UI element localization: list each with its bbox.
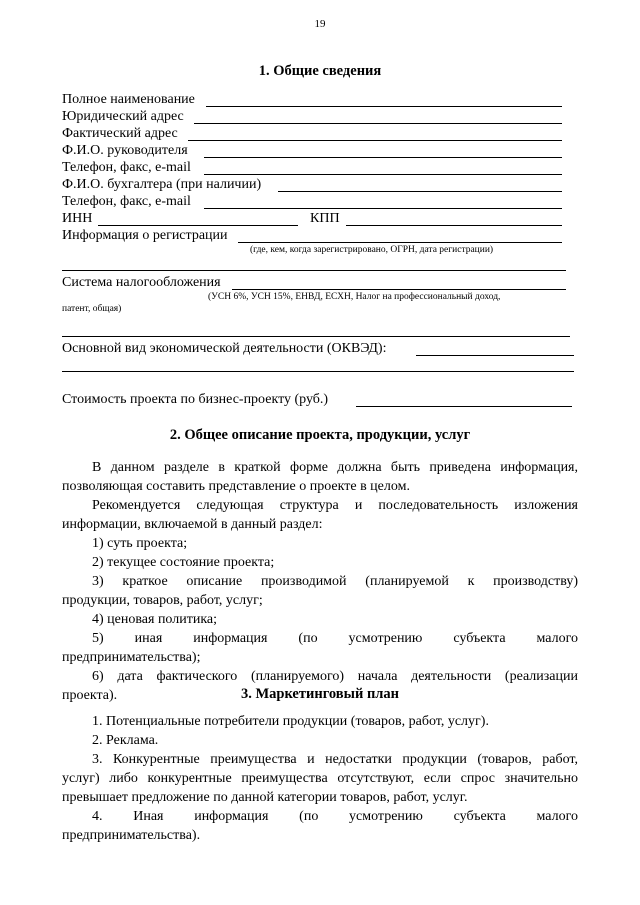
cost-label: Стоимость проекта по бизнес-проекту (руб.) [62,392,329,407]
phone1-line [204,174,562,175]
okved-extra-line [62,371,574,372]
head-name-line [204,157,562,158]
section3-item4b: предпринимательства). [62,828,201,843]
section3-item3a: 3. Конкурентные преимущества и недостатки продукции (товаров, работ, [92,752,578,767]
registration-extra-line [62,270,566,271]
section2-item6a: 6) дата фактического (планируемого) начала деятельности (реализации [92,669,578,684]
section2-item4: 4) ценовая политика; [92,612,218,627]
section2-item1: 1) суть проекта; [92,536,188,551]
section2-body [62,458,578,705]
section2-p1a: В данном разделе в краткой форме должна быть приведена информация, [92,460,578,475]
section2-item6b: проекта). [62,688,118,703]
accountant-label: Ф.И.О. бухгалтера (при наличии) [62,177,262,192]
accountant-line [278,191,562,192]
registration-line [238,242,562,243]
full-name-line [206,106,562,107]
kpp-label: КПП [310,211,340,226]
section3-body [62,712,578,845]
section3-item1: 1. Потенциальные потребители продукции (товаров, работ, услуг). [92,714,489,729]
section3-item2: 2. Реклама. [92,733,159,748]
page-number: 19 [314,18,326,30]
section2-p2a: Рекомендуется следующая структура и последовательность изложения [92,498,578,513]
section2-item5b: предпринимательства); [62,650,201,665]
phone2-label: Телефон, факс, e-mail [62,194,191,209]
tax-system-line [232,289,566,290]
registration-hint: (где, кем, когда зарегистрировано, ОГРН, дата регистрации) [250,245,494,255]
inn-line [98,225,298,226]
section2-title: 2. Общее описание проекта, продукции, услуг [169,427,471,443]
okved-label: Основной вид экономической деятельности (ОКВЭД): [62,341,387,356]
kpp-line [346,225,562,226]
section2-p1b: позволяющая составить представление о проекте в целом. [62,479,410,494]
section3-item3c: превышает предложение по данной категории товаров, работ, услуг. [62,790,468,805]
tax-hint-2: патент, общая) [62,304,122,314]
section2-p2b: информации, включаемой в данный раздел: [62,517,323,532]
registration-label: Информация о регистрации [62,228,228,243]
full-name-label: Полное наименование [62,92,195,107]
actual-address-line [188,140,562,141]
section3-title: 3. Маркетинговый план [240,686,400,702]
cost-line [356,406,572,407]
phone2-line [204,208,562,209]
section2-item2: 2) текущее состояние проекта; [92,555,275,570]
actual-address-label: Фактический адрес [62,126,178,141]
section2-item3b: продукции, товаров, работ, услуг; [62,593,263,608]
tax-extra-line [62,336,570,337]
tax-hint-1: (УСН 6%, УСН 15%, ЕНВД, ЕСХН, Налог на профессиональный доход, [208,292,501,302]
section1-title: 1. Общие сведения [258,63,382,79]
phone1-label: Телефон, факс, e-mail [62,160,191,175]
legal-address-label: Юридический адрес [62,109,184,124]
section2-item5a: 5) иная информация (по усмотрению субъекта малого [92,631,578,646]
section2-item3a: 3) краткое описание производимой (планируемой к производству) [92,574,578,589]
okved-line [416,355,574,356]
inn-label: ИНН [62,211,93,226]
tax-system-label: Система налогообложения [62,275,221,290]
section3-item3b: услуг) либо конкурентные преимущества отсутствуют, если спрос значительно [62,771,578,786]
legal-address-line [194,123,562,124]
head-name-label: Ф.И.О. руководителя [62,143,188,158]
section3-item4a: 4. Иная информация (по усмотрению субъекта малого [92,809,578,824]
